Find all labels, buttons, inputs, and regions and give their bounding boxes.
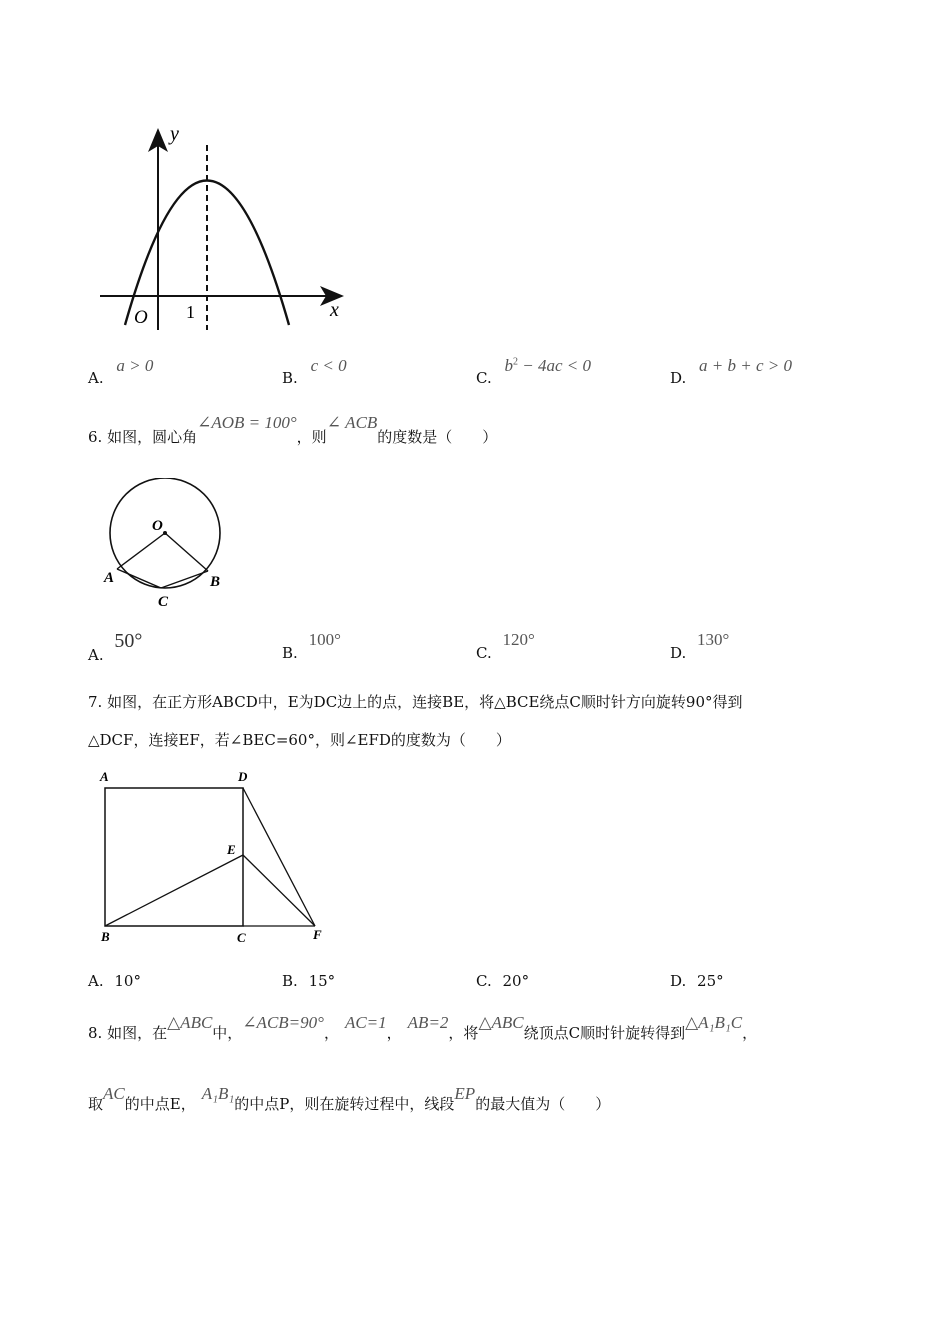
option-expr: a + b + c > 0 <box>699 356 793 375</box>
question-number: 6. <box>88 428 103 446</box>
q6-stem: 6. 如图，圆心角∠AOB = 100°，则∠ ACB的度数是（ ） <box>88 413 498 446</box>
label-d: D <box>238 769 248 784</box>
label-o: O <box>152 518 163 534</box>
option-letter: D. <box>670 972 687 990</box>
q7-stem-line1: 7. 如图，在正方形ABCD中，E为DC边上的点，连接BE，将△BCE绕点C顺时针方向旋转90°得到 <box>88 693 743 711</box>
tick-label-1: 1 <box>186 302 195 322</box>
q7-option-b[interactable] <box>282 972 335 990</box>
q6-option-c[interactable] <box>476 630 535 662</box>
option-expr: a > 0 <box>116 356 154 375</box>
label-b: B <box>101 929 110 944</box>
option-letter: B. <box>282 972 298 990</box>
q6-option-d[interactable] <box>670 630 730 662</box>
angle-acb: ∠ ACB <box>326 413 378 432</box>
parabola-curve <box>125 181 289 326</box>
q8-stem-line2: 取AC的中点E，A₁B₁的中点P，则在旋转过程中，线段EP的最大值为（ ） <box>88 1084 611 1113</box>
question-number: 8. <box>88 1024 103 1042</box>
option-letter: C. <box>476 972 492 990</box>
label-a: A <box>100 769 109 784</box>
q7-option-d[interactable] <box>670 972 724 990</box>
segment-ac <box>117 569 161 588</box>
q6-option-a[interactable] <box>88 630 143 664</box>
q5-option-c[interactable] <box>476 356 591 387</box>
option-letter: A. <box>88 646 104 664</box>
q6-option-b[interactable] <box>282 630 341 662</box>
option-letter: A. <box>88 972 104 990</box>
segment-ob <box>165 533 208 571</box>
option-letter: A. <box>88 369 104 387</box>
q5-option-d[interactable] <box>670 356 793 387</box>
option-letter: D. <box>670 644 687 662</box>
option-letter: B. <box>282 369 298 387</box>
option-value: 100° <box>308 630 341 649</box>
exponent: 2 <box>513 356 518 368</box>
option-letter: B. <box>282 644 298 662</box>
segment-be <box>105 855 243 926</box>
square-abcd <box>105 788 243 926</box>
option-value: 120° <box>502 630 535 649</box>
option-expr: c < 0 <box>310 356 347 375</box>
option-value: 50° <box>114 630 143 652</box>
option-value: 20° <box>502 972 530 990</box>
segment-oa <box>117 533 165 569</box>
label-b: B <box>210 574 221 590</box>
circle-figure <box>100 478 235 613</box>
question-number: 7. <box>88 693 103 711</box>
angle-aob: ∠AOB = 100° <box>197 413 297 432</box>
option-value: 130° <box>697 630 730 649</box>
label-e: E <box>227 842 236 857</box>
option-letter: C. <box>476 369 492 387</box>
center-point <box>163 531 167 535</box>
origin-label: O <box>134 307 148 328</box>
q7-option-c[interactable] <box>476 972 529 990</box>
option-expr: $b^2 - 4ac < 0$ <box>504 356 591 375</box>
q7-stem-line2: △DCF，连接EF，若∠BEC=60°，则∠EFD的度数为（ ） <box>88 731 511 749</box>
y-axis-label: y <box>170 123 179 145</box>
square-figure <box>95 766 335 948</box>
segment-ef <box>243 855 315 926</box>
q8-stem-line1: 8. 如图，在△ABC中，∠ACB=90°，AC=1，AB=2，将△ABC绕顶点C顺时针旋转得到△A₁B₁C， <box>88 1013 758 1042</box>
label-c: C <box>237 930 246 945</box>
x-axis-label: x <box>330 299 339 321</box>
q5-option-b[interactable] <box>282 356 347 387</box>
label-c: C <box>158 594 169 610</box>
option-letter: D. <box>670 369 687 387</box>
label-a: A <box>104 570 115 586</box>
segment-bc <box>161 571 208 588</box>
q5-option-a[interactable] <box>88 356 154 387</box>
option-letter: C. <box>476 644 492 662</box>
label-f: F <box>313 927 322 942</box>
q7-option-a[interactable] <box>88 972 141 990</box>
segment-df <box>243 788 315 926</box>
parabola-graph <box>90 120 360 340</box>
option-value: 25° <box>697 972 724 990</box>
option-value: 15° <box>308 972 336 990</box>
option-value: 10° <box>114 972 141 990</box>
